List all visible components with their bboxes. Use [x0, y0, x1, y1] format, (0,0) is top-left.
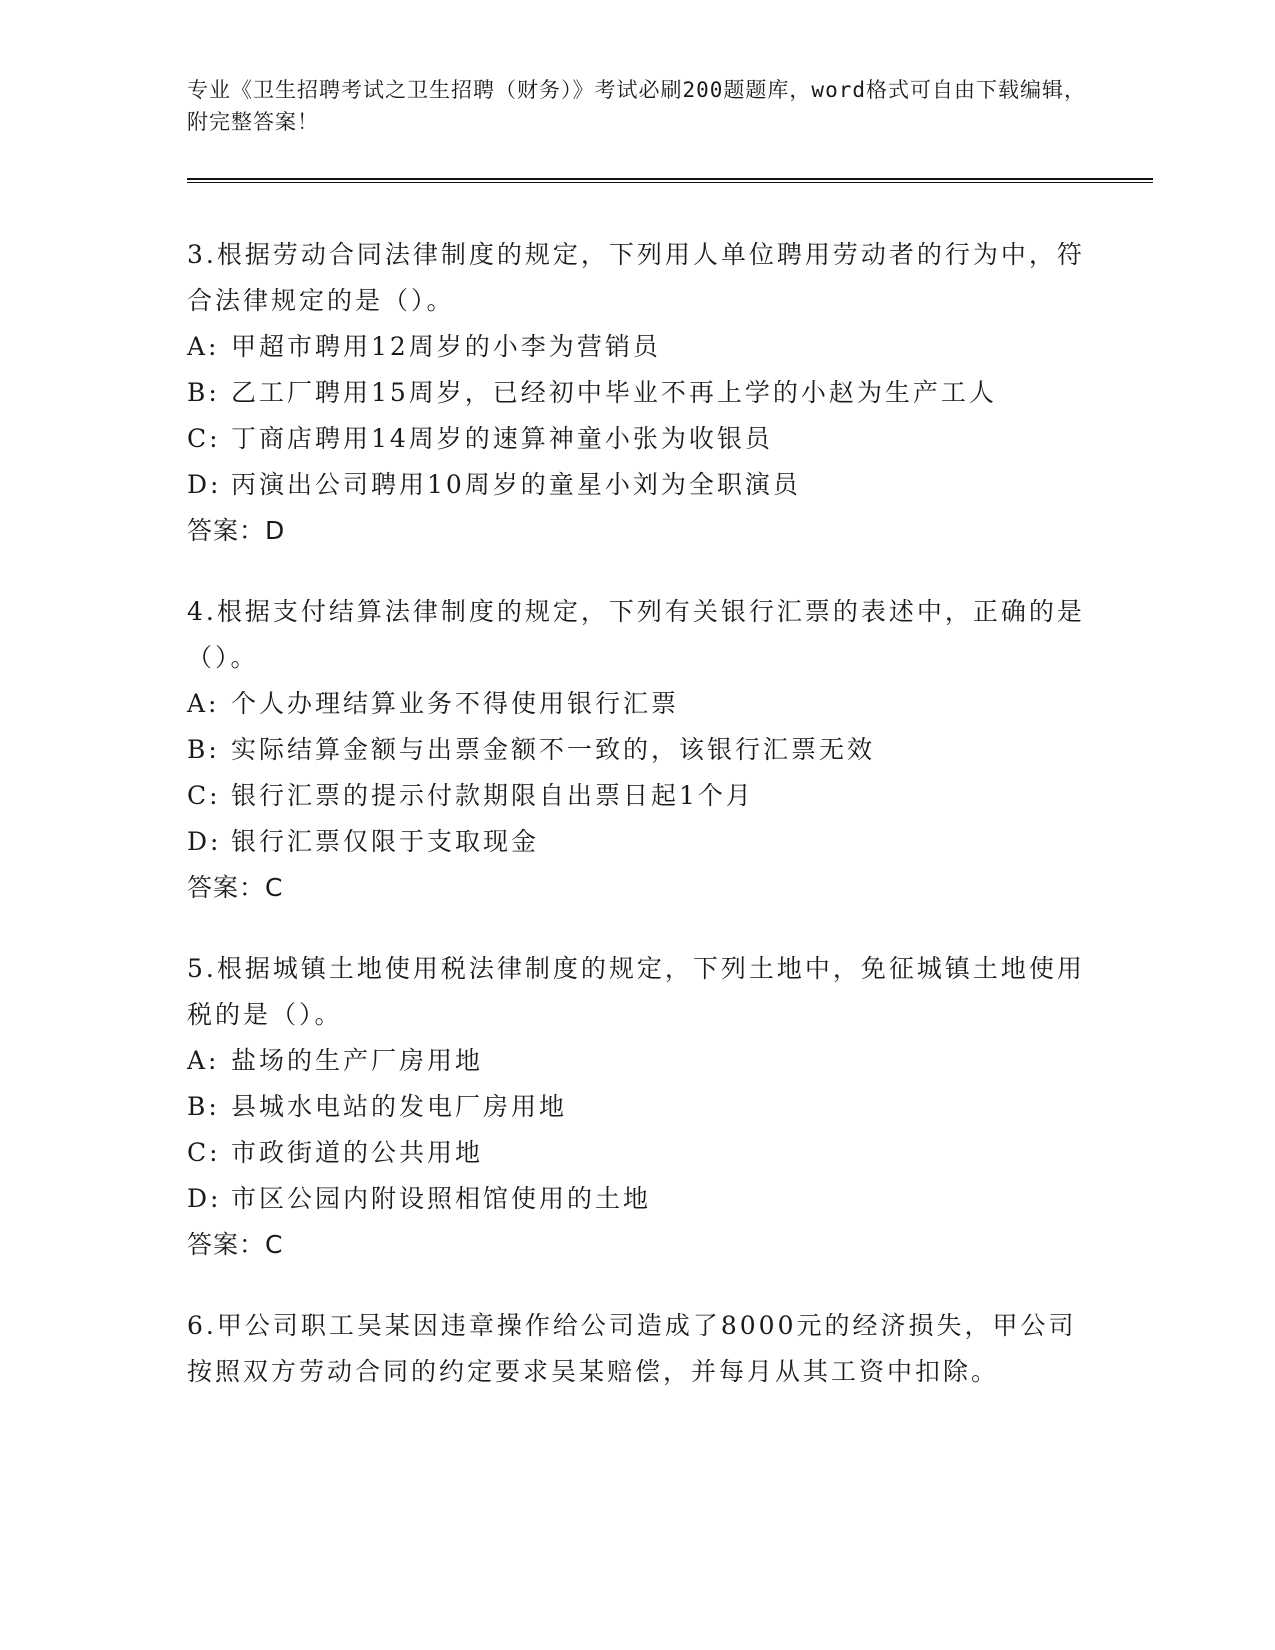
- option-letter: C:: [187, 1138, 221, 1167]
- option-letter: B:: [187, 378, 220, 407]
- header-divider: [187, 178, 1153, 180]
- answer-line: 答案：C: [187, 873, 284, 902]
- option-text: 乙工厂聘用15周岁，已经初中毕业不再上学的小赵为生产工人: [231, 378, 997, 407]
- option-d: [187, 462, 1087, 508]
- question-stem: 3.根据劳动合同法律制度的规定，下列用人单位聘用劳动者的行为中，符合法律规定的是（）。: [187, 240, 1085, 315]
- header-divider-thin: [187, 182, 1153, 183]
- option-letter: C:: [187, 424, 221, 453]
- option-text: 市区公园内附设照相馆使用的土地: [231, 1184, 652, 1213]
- option-b: [187, 727, 1087, 773]
- question-stem: 5.根据城镇土地使用税法律制度的规定，下列土地中，免征城镇土地使用税的是（）。: [187, 954, 1085, 1029]
- option-letter: D:: [187, 1184, 222, 1213]
- option-c: [187, 416, 1087, 462]
- option-text: 银行汇票仅限于支取现金: [231, 827, 540, 856]
- option-d: [187, 1176, 1087, 1222]
- option-a: [187, 1038, 1087, 1084]
- option-text: 盐场的生产厂房用地: [231, 1046, 484, 1075]
- option-text: 个人办理结算业务不得使用银行汇票: [231, 689, 680, 718]
- option-c: [187, 1130, 1087, 1176]
- option-text: 市政街道的公共用地: [231, 1138, 484, 1167]
- answer-line: 答案：D: [187, 516, 286, 545]
- question-5: [187, 946, 1087, 1268]
- option-letter: B:: [187, 1092, 220, 1121]
- question-stem: 6.甲公司职工吴某因违章操作给公司造成了8000元的经济损失，甲公司按照双方劳动合同的约定要求吴某赔偿，并每月从其工资中扣除。: [187, 1311, 1077, 1386]
- question-6: [187, 1303, 1087, 1395]
- option-text: 银行汇票的提示付款期限自出票日起1个月: [231, 781, 754, 810]
- question-list: [187, 232, 1087, 1430]
- option-c: [187, 773, 1087, 819]
- answer-line: 答案：C: [187, 1230, 284, 1259]
- option-letter: A:: [187, 332, 220, 361]
- question-stem: 4.根据支付结算法律制度的规定，下列有关银行汇票的表述中，正确的是（）。: [187, 597, 1085, 672]
- option-a: [187, 324, 1087, 370]
- option-letter: A:: [187, 1046, 220, 1075]
- option-b: [187, 1084, 1087, 1130]
- option-text: 丁商店聘用14周岁的速算神童小张为收银员: [231, 424, 773, 453]
- question-4: [187, 589, 1087, 911]
- option-d: [187, 819, 1087, 865]
- option-letter: D:: [187, 470, 222, 499]
- option-letter: D:: [187, 827, 222, 856]
- option-text: 县城水电站的发电厂房用地: [231, 1092, 568, 1121]
- option-text: 甲超市聘用12周岁的小李为营销员: [231, 332, 661, 361]
- option-letter: C:: [187, 781, 221, 810]
- question-3: [187, 232, 1087, 554]
- option-letter: A:: [187, 689, 220, 718]
- option-a: [187, 681, 1087, 727]
- option-text: 丙演出公司聘用10周岁的童星小刘为全职演员: [231, 470, 801, 499]
- document-header: 专业《卫生招聘考试之卫生招聘（财务）》考试必刷200题题库，word格式可自由下载编辑，附完整答案！: [187, 78, 1086, 134]
- option-b: [187, 370, 1087, 416]
- option-letter: B:: [187, 735, 220, 764]
- option-text: 实际结算金额与出票金额不一致的，该银行汇票无效: [231, 735, 876, 764]
